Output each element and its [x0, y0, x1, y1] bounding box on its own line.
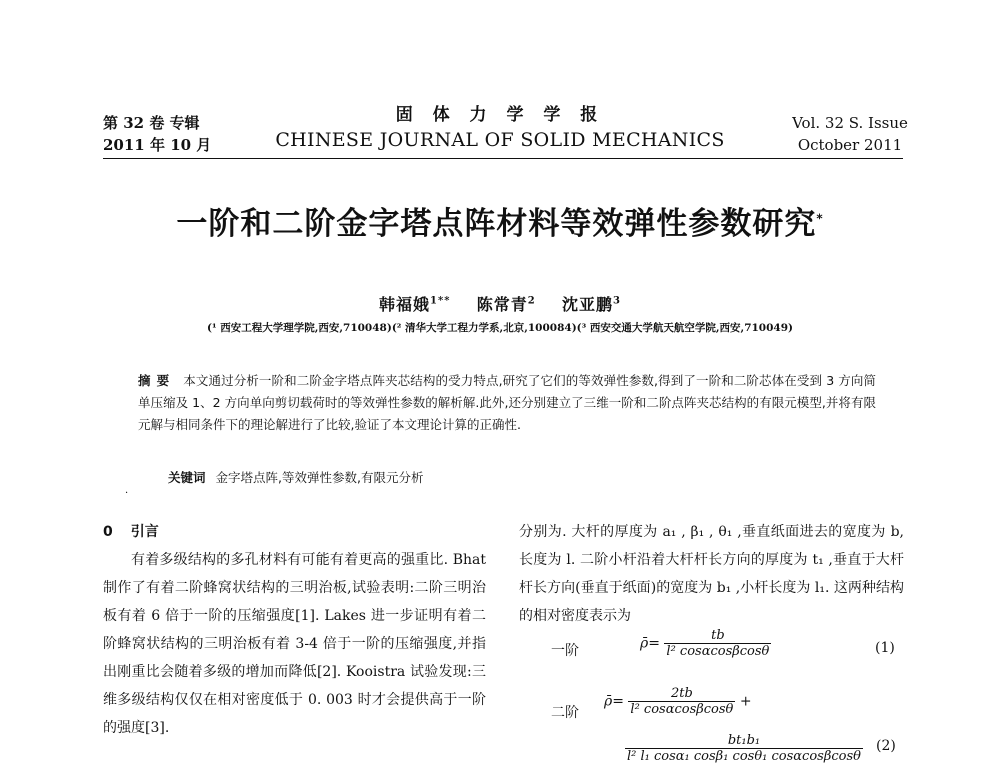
author-1: 韩福娥	[379, 295, 431, 314]
eq2b-numerator: bt₁b₁	[625, 733, 863, 749]
volume-label-en: Vol. 32 S. Issue	[792, 114, 908, 132]
eq2-fraction	[628, 686, 735, 717]
author-2-sup: 2	[527, 295, 536, 307]
right-column	[519, 518, 904, 630]
journal-title-en: CHINESE JOURNAL OF SOLID MECHANICS	[275, 129, 725, 151]
eq1-label: 一阶	[551, 643, 579, 659]
volume-label: 第 32 卷 专辑	[103, 114, 200, 132]
author-2: 陈常青	[476, 295, 528, 314]
equation-2-body	[604, 686, 752, 717]
keywords-label: 关键词	[168, 470, 206, 485]
equation-2b-body	[625, 733, 863, 764]
left-column	[103, 518, 486, 742]
equation-1-body	[640, 628, 771, 659]
abstract-text: 本文通过分析一阶和二阶金字塔点阵夹芯结构的受力特点,研究了它们的等效弹性参数,得到了一阶和二阶芯体在受到 3 方向简单压缩及 1、2 方向单向剪切载荷时的等效弹性参数的解析解.此外,还分别建立了三维一阶和二阶点阵夹芯结构的有限元模型,并将有限元解与相同条件下的理论解进行了比较,验证了本文理论计算的正确性.	[138, 373, 876, 432]
eq2b-fraction	[625, 733, 863, 764]
equation-1	[551, 640, 579, 660]
journal-title-cn: 固 体 力 学 学 报	[395, 105, 605, 125]
section-heading	[103, 518, 486, 546]
margin-mark: ·	[125, 488, 129, 499]
affiliations: (¹ 西安工程大学理学院,西安,710048)(² 清华大学工程力学系,北京,100084)(³ 西安交通大学航天航空学院,西安,710049)	[206, 322, 793, 334]
abstract	[138, 370, 876, 436]
eq2-denominator: l² cosαcosβcosθ	[630, 702, 734, 717]
issue-info-en	[788, 112, 912, 156]
eq2-plus: +	[739, 693, 752, 710]
keywords	[168, 468, 423, 486]
equation-1-number: (1)	[875, 640, 895, 656]
section-title: 引言	[130, 524, 159, 540]
date-label: 2011 年 10 月	[103, 136, 212, 154]
author-3-sup: 3	[613, 295, 621, 307]
paper-title-text: 一阶和二阶金字塔点阵材料等效弹性参数研究	[176, 206, 817, 242]
right-paragraph: 分别为. 大杆的厚度为 a₁ , β₁ , θ₁ ,垂直纸面进去的宽度为 b,长度为 l. 二阶小杆沿着大杆杆长方向的厚度为 t₁ ,垂直于大杆杆长方向(垂直于纸面)的宽度为 b₁ ,小杆长度为 l₁. 这两种结构的相对密度表示为	[519, 524, 904, 624]
eq1-lhs: ρ̄=	[640, 635, 660, 652]
eq2-lhs: ρ̄=	[604, 693, 624, 710]
equation-2-label: 二阶	[551, 705, 579, 721]
abstract-label: 摘要	[138, 373, 176, 388]
author-3: 沈亚鹏	[562, 295, 614, 314]
paper-title	[0, 198, 1000, 243]
keywords-text: 金字塔点阵,等效弹性参数,有限元分析	[215, 470, 424, 485]
section-number: 0	[103, 524, 113, 540]
header-rule	[103, 158, 903, 159]
author-1-sup: 1**	[430, 295, 451, 307]
intro-paragraph: 有着多级结构的多孔材料有可能有着更高的强重比. Bhat 制作了有着二阶蜂窝状结构的三明治板,试验表明:二阶三明治板有着 6 倍于一阶的压缩强度[1]. Lakes 进一步证明有着二阶蜂窝状结构的三明治板有着 3-4 倍于一阶的压缩强度,并指出刚重比会随着多级的增加而降低[2]. Kooistra 试验发现:三维多级结构仅仅在相对密度低于 0. 003 时才会提供高于一阶的强度[3].	[103, 552, 486, 736]
eq2-numerator: 2tb	[628, 686, 735, 702]
eq2b-denominator: l² l₁ cosα₁ cosβ₁ cosθ₁ cosαcosβcosθ	[627, 749, 861, 764]
eq1-fraction	[664, 628, 771, 659]
eq1-numerator: tb	[664, 628, 771, 644]
eq1-denominator: l² cosαcosβcosθ	[666, 644, 770, 659]
title-footnote-mark: *	[816, 211, 824, 226]
date-label-en: October 2011	[797, 136, 903, 154]
equation-2-number: (2)	[876, 738, 896, 754]
author-list	[0, 292, 1000, 315]
